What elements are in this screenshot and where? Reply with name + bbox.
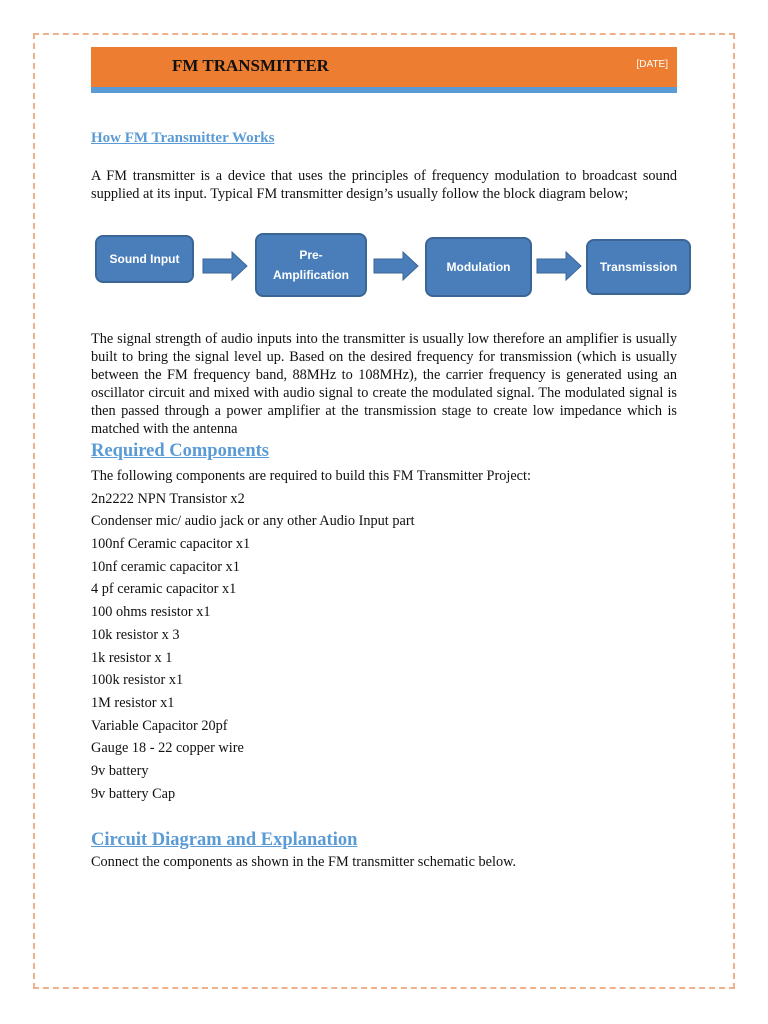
- heading-required-components: Required Components: [91, 441, 269, 461]
- list-item: 1k resistor x 1: [91, 649, 173, 666]
- heading-circuit-diagram: Circuit Diagram and Explanation: [91, 830, 358, 850]
- list-item: 100 ohms resistor x1: [91, 604, 211, 621]
- block-sound-input: Sound Input: [95, 235, 194, 283]
- list-item: 100k resistor x1: [91, 672, 184, 689]
- list-item: 9v battery: [91, 762, 149, 779]
- list-item: 10nf ceramic capacitor x1: [91, 558, 240, 575]
- components-intro: The following components are required to build this FM Transmitter Project:: [91, 468, 531, 484]
- block-modulation: Modulation: [425, 237, 532, 297]
- arrow-icon: [373, 251, 419, 281]
- date-field[interactable]: [DATE]: [636, 59, 668, 70]
- block-transmission: Transmission: [586, 239, 691, 295]
- list-item: Variable Capacitor 20pf: [91, 717, 228, 734]
- circuit-paragraph: Connect the components as shown in the FM transmitter schematic below.: [91, 854, 517, 870]
- document-title: FM TRANSMITTER: [172, 56, 329, 75]
- arrow-icon: [202, 251, 248, 281]
- list-item: 10k resistor x 3: [91, 626, 180, 643]
- list-item: 2n2222 NPN Transistor x2: [91, 490, 245, 507]
- list-item: 9v battery Cap: [91, 785, 176, 802]
- list-item: Gauge 18 - 22 copper wire: [91, 740, 244, 757]
- heading-how-it-works: How FM Transmitter Works: [91, 130, 275, 146]
- header-accent-strip: [91, 87, 677, 93]
- intro-paragraph: A FM transmitter is a device that uses the principles of frequency modulation to broadcast sound supplied at its input. Typical FM transmitter design’s usually follow the block diagram below;: [91, 168, 677, 202]
- list-item: Condenser mic/ audio jack or any other Audio Input part: [91, 513, 415, 530]
- list-item: 100nf Ceramic capacitor x1: [91, 536, 251, 553]
- components-list: [91, 466, 531, 806]
- list-item: 4 pf ceramic capacitor x1: [91, 581, 237, 598]
- arrow-icon: [536, 251, 582, 281]
- explanation-paragraph: The signal strength of audio inputs into the transmitter is usually low therefore an amplifier is usually built to bring the signal level up. Based on the desired frequency for transmission (which is usually between the FM frequency band, 88MHz to 108MHz), the carrier frequency is generated using an oscillator circuit and mixed with audio signal to create the modulated signal. The modulated signal is then passed through a power amplifier at the transmission stage to create low impedance which is matched with the antenna: [91, 331, 677, 437]
- list-item: 1M resistor x1: [91, 694, 175, 711]
- block-pre-amplification: Pre-Amplification: [255, 233, 367, 297]
